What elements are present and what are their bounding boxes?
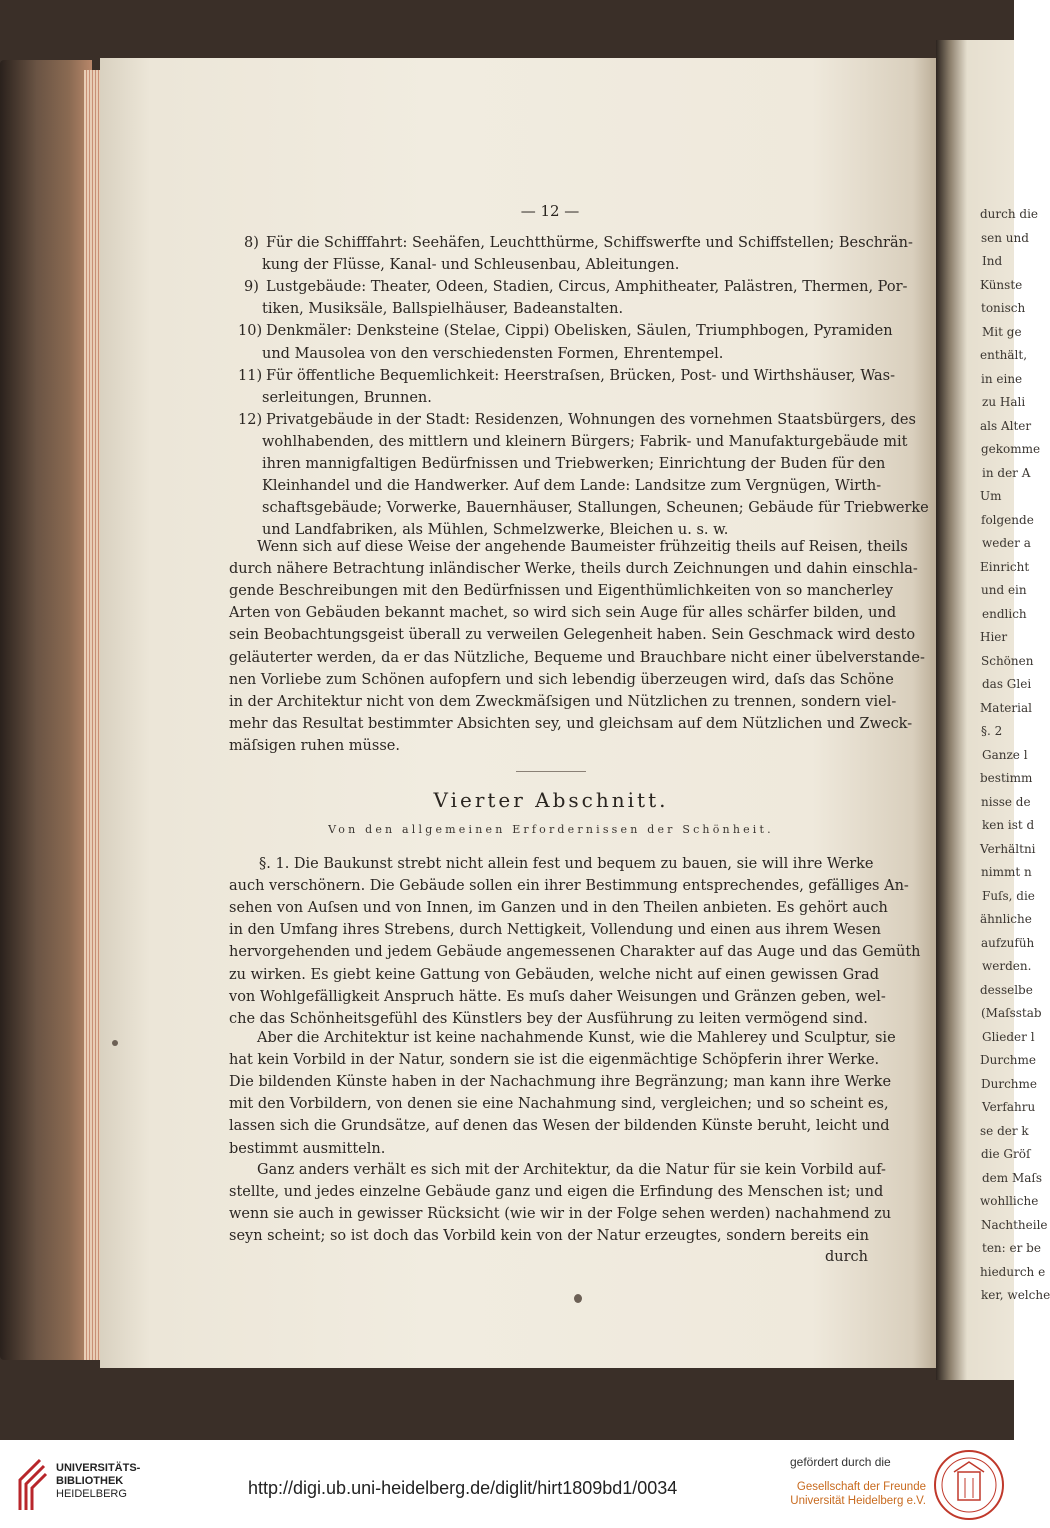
text-line: che das Schönheitsgefühl des Künstlers bey der Ausführung zu leiten vermögend sind. <box>229 1010 868 1027</box>
text-line: Wenn sich auf diese Weise der angehende Baumeister frühzeitig theils auf Reisen, theils <box>257 539 908 555</box>
text-line: in der Architektur nicht von dem Zweckmäſsigen und Nützlichen zu trennen, sondern viel- <box>229 693 897 710</box>
next-page-fragment: aufzufüh <box>981 935 1035 950</box>
text-line: sein Beobachtungsgeist überall zu verweilen Gelegenheit haben. Sein Geschmack wird desto <box>229 627 916 644</box>
list-item-line: Kleinhandel und die Handwerker. Auf dem Lande: Landsitze zum Vergnügen, Wirth- <box>262 478 882 495</box>
list-item-line: Privatgebäude in der Stadt: Residenzen, Wohnungen des vornehmen Staatsbürgers, des <box>266 411 916 428</box>
page-number: — 12 — <box>520 202 580 220</box>
book-cover-edge <box>0 60 92 1360</box>
next-page-fragment: Durchme <box>980 1053 1037 1067</box>
next-page-fragment: nisse de <box>981 794 1031 809</box>
next-page-fragment: das Glei <box>982 677 1032 691</box>
university-seal-icon <box>932 1448 1006 1522</box>
footer-bar <box>0 1440 1014 1528</box>
text-line: mäſsigen ruhen müsse. <box>229 737 400 754</box>
list-item-number: 8) <box>244 235 259 251</box>
next-page-fragment: Hier <box>980 630 1008 644</box>
list-item-line: kung der Flüsse, Kanal- und Schleusenbau, Ableitungen. <box>262 257 680 274</box>
next-page-fragment: bestimm <box>980 771 1033 785</box>
text-line: Aber die Architektur ist keine nachahmende Kunst, wie die Mahlerey und Sculptur, sie <box>257 1030 896 1046</box>
next-page-fragment: tonisch <box>981 301 1026 315</box>
list-item-line: ihren mannigfaltigen Bedürfnissen und Triebwerken; Einrichtung der Buden für den <box>262 456 886 472</box>
text-line: sehen von Auſsen und von Innen, im Ganzen und in den Theilen anbieten. Es gehört auch <box>229 900 888 917</box>
next-page-fragment: Künste <box>980 277 1023 292</box>
next-page-fragment: hiedurch e <box>980 1264 1046 1279</box>
next-page-fragment: se der k <box>980 1123 1029 1138</box>
next-page-fragment: nimmt n <box>981 865 1032 879</box>
next-page-fragment: ten: er be <box>982 1241 1041 1255</box>
next-page-fragment: Fuſs, die <box>982 888 1035 903</box>
next-page-fragment: Einricht <box>980 559 1030 574</box>
university-library-logo <box>14 1456 48 1514</box>
text-line: nen Vorliebe zum Schönen aufopfern und sich lebendig überzeugen wird, daſs das Schöne <box>229 671 894 688</box>
next-page-fragment: Verfahru <box>982 1100 1036 1114</box>
section-heading: Vierter Abschnitt. <box>433 788 669 812</box>
next-page-fragment: und ein <box>981 583 1027 597</box>
catchword: durch <box>825 1249 869 1265</box>
ink-spot <box>112 1040 118 1046</box>
next-page-fragment: §. 2 <box>981 724 1003 738</box>
next-page-fragment: ken ist d <box>982 818 1035 832</box>
sponsor-label: gefördert durch die <box>790 1455 891 1469</box>
permalink-url[interactable]: http://digi.ub.uni-heidelberg.de/diglit/hirt1809bd1/0034 <box>248 1478 678 1498</box>
next-page-fragment: dem Maſs <box>982 1170 1043 1185</box>
next-page-fragment: zu Hali <box>982 395 1026 409</box>
sponsor-name-line: Gesellschaft der Freunde <box>796 1481 926 1493</box>
text-line: auch verschönern. Die Gebäude sollen ein ihrer Bestimmung entsprechendes, gefälliges An- <box>229 878 909 895</box>
text-line: durch nähere Betrachtung inländischer Werke, theils durch Zeichnungen und dahin einschla- <box>229 561 918 578</box>
text-line: bestimmt ausmitteln. <box>229 1140 386 1157</box>
library-name-line: HEIDELBERG <box>56 1488 127 1500</box>
next-page-fragment: in eine <box>981 371 1023 386</box>
next-page-fragment: sen und <box>981 230 1029 245</box>
text-line: hat kein Vorbild in der Natur, sondern sie ist die eigenmächtige Schöpferin ihrer Werke. <box>229 1052 880 1069</box>
next-page-fragment: (Maſsstab <box>981 1006 1042 1020</box>
next-page-edge <box>936 40 1050 1380</box>
next-page-fragment: endlich <box>982 606 1027 621</box>
list-item-number: 11) <box>238 367 263 384</box>
list-item-number: 9) <box>244 279 259 296</box>
next-page-fragment: ähnliche <box>980 912 1032 926</box>
list-item-number: 12) <box>238 411 263 428</box>
text-line: von Wohlgefälligkeit Anspruch hätte. Es muſs daher Weisungen und Gränzen geben, wel- <box>229 988 886 1005</box>
text-line: mehr das Resultat bestimmter Absichten sey, und gleichsam auf dem Nützlichen und Zweck- <box>229 715 913 732</box>
next-page-fragment: Ganze l <box>982 747 1028 762</box>
text-line: mit den Vorbildern, von denen sie eine Nachahmung sind, vergleichen; und so scheint es, <box>229 1096 889 1113</box>
next-page-fragment: die Gröſ <box>981 1147 1031 1161</box>
next-page-fragment: enthält, <box>980 348 1028 362</box>
list-item-line: serleitungen, Brunnen. <box>262 389 432 406</box>
text-line: Arten von Gebäuden bekannt machet, so wird sich sein Auge für alles schärfer bilden, und <box>229 605 897 622</box>
sponsor-name[interactable] <box>786 1480 926 1508</box>
next-page-fragment: Schönen <box>981 653 1034 668</box>
next-page-fragment: Nachtheile <box>981 1217 1048 1232</box>
library-name-line: UNIVERSITÄTS- <box>56 1462 141 1474</box>
next-page-fragment: in der A <box>982 465 1031 480</box>
text-line: seyn scheint; so ist doch das Vorbild kein von der Natur erzeugtes, sondern bereits ein <box>229 1228 869 1245</box>
list-item-line: Für die Schifffahrt: Seehäfen, Leuchtthürme, Schiffswerfte und Schiffstellen; Beschrän- <box>266 235 913 251</box>
text-line: gende Beschreibungen mit den Bedürfnissen und Eigenthümlichkeiten von so mancherley <box>229 583 894 600</box>
next-page-fragment: wohlliche <box>980 1194 1039 1208</box>
list-item-line: Für öffentliche Bequemlichkeit: Heerstraſsen, Brücken, Post- und Wirthshäuser, Was- <box>266 367 895 384</box>
library-name-line: BIBLIOTHEK <box>56 1475 124 1487</box>
next-page-fragment: weder a <box>982 536 1031 550</box>
next-page-fragment: Mit ge <box>982 324 1022 339</box>
next-page-fragment: desselbe <box>980 982 1033 997</box>
next-page-fragment: Glieder l <box>982 1029 1035 1044</box>
next-page-fragment: als Alter <box>980 418 1032 433</box>
list-item-line: Lustgebäude: Theater, Odeen, Stadien, Circus, Amphitheater, Palästren, Thermen, Por- <box>266 279 908 296</box>
next-page-fragment: Verhältni <box>980 841 1036 856</box>
next-page-fragment: werden. <box>982 959 1032 973</box>
section-subheading: Von den allgemeinen Erfordernissen der Schönheit. <box>328 823 774 836</box>
next-page-fragment: folgende <box>981 512 1034 527</box>
library-name <box>56 1462 140 1501</box>
next-page-fragment: Ind <box>982 254 1003 268</box>
list-item-line: Denkmäler: Denksteine (Stelae, Cippi) Obelisken, Säulen, Triumphbogen, Pyramiden <box>266 323 893 340</box>
text-line: zu wirken. Es giebt keine Gattung von Gebäuden, welche nicht auf einen gewissen Grad <box>229 966 880 983</box>
text-line: §. 1. Die Baukunst strebt nicht allein fest und bequem zu bauen, sie will ihre Werke <box>259 856 874 872</box>
text-line: stellte, und jedes einzelne Gebäude ganz und eigen die Erfindung des Menschen ist; und <box>229 1184 884 1201</box>
next-page-fragment: Material <box>980 700 1032 715</box>
text-line: in den Umfang ihres Strebens, durch Nettigkeit, Vollendung und einen aus ihrem Wesen <box>229 922 881 939</box>
text-line: geläuterter werden, da er das Nützliche, Bequeme und Brauchbare nicht einer übelverstande- <box>229 649 925 666</box>
next-page-fragment: Durchme <box>981 1076 1038 1091</box>
list-item-number: 10) <box>238 323 263 340</box>
next-page-fragment: Um <box>980 489 1002 503</box>
list-item-line: tiken, Musiksäle, Ballspielhäuser, Badeanstalten. <box>262 301 624 318</box>
ink-spot <box>574 1294 582 1303</box>
next-page-fragment: durch die <box>980 207 1039 221</box>
text-line: lassen sich die Grundsätze, auf denen das Wesen der bildenden Künste beruht, leicht und <box>229 1118 890 1135</box>
list-item-line: und Mausolea von den verschiedensten Formen, Ehrentempel. <box>262 345 724 362</box>
next-page-fragment: ker, welche <box>981 1288 1050 1302</box>
text-line: Die bildenden Künste haben in der Nachachmung ihre Begränzung; man kann ihre Werke <box>229 1074 892 1091</box>
text-line: wenn sie auch in gewisser Rücksicht (wie wir in der Folge sehen werden) nachahmend zu <box>229 1206 892 1223</box>
sponsor-name-line: Universität Heidelberg e.V. <box>790 1495 926 1507</box>
text-line: Ganz anders verhält es sich mit der Architektur, da die Natur für sie kein Vorbild auf- <box>257 1162 886 1178</box>
next-page-fragment: gekomme <box>981 442 1041 456</box>
list-item-line: und Landfabriken, als Mühlen, Schmelzwerke, Bleichen u. s. w. <box>262 522 729 539</box>
section-divider <box>516 771 586 772</box>
list-item-line: wohlhabenden, des mittlern und kleinern Bürgers; Fabrik- und Manufakturgebäude mit <box>262 433 908 450</box>
text-line: hervorgehenden und jedem Gebäude angemessenen Charakter auf das Auge und das Gemüth <box>229 944 921 961</box>
list-item-line: schaftsgebäude; Vorwerke, Bauernhäuser, Stallungen, Scheunen; Gebäude für Triebwerke <box>262 500 929 517</box>
